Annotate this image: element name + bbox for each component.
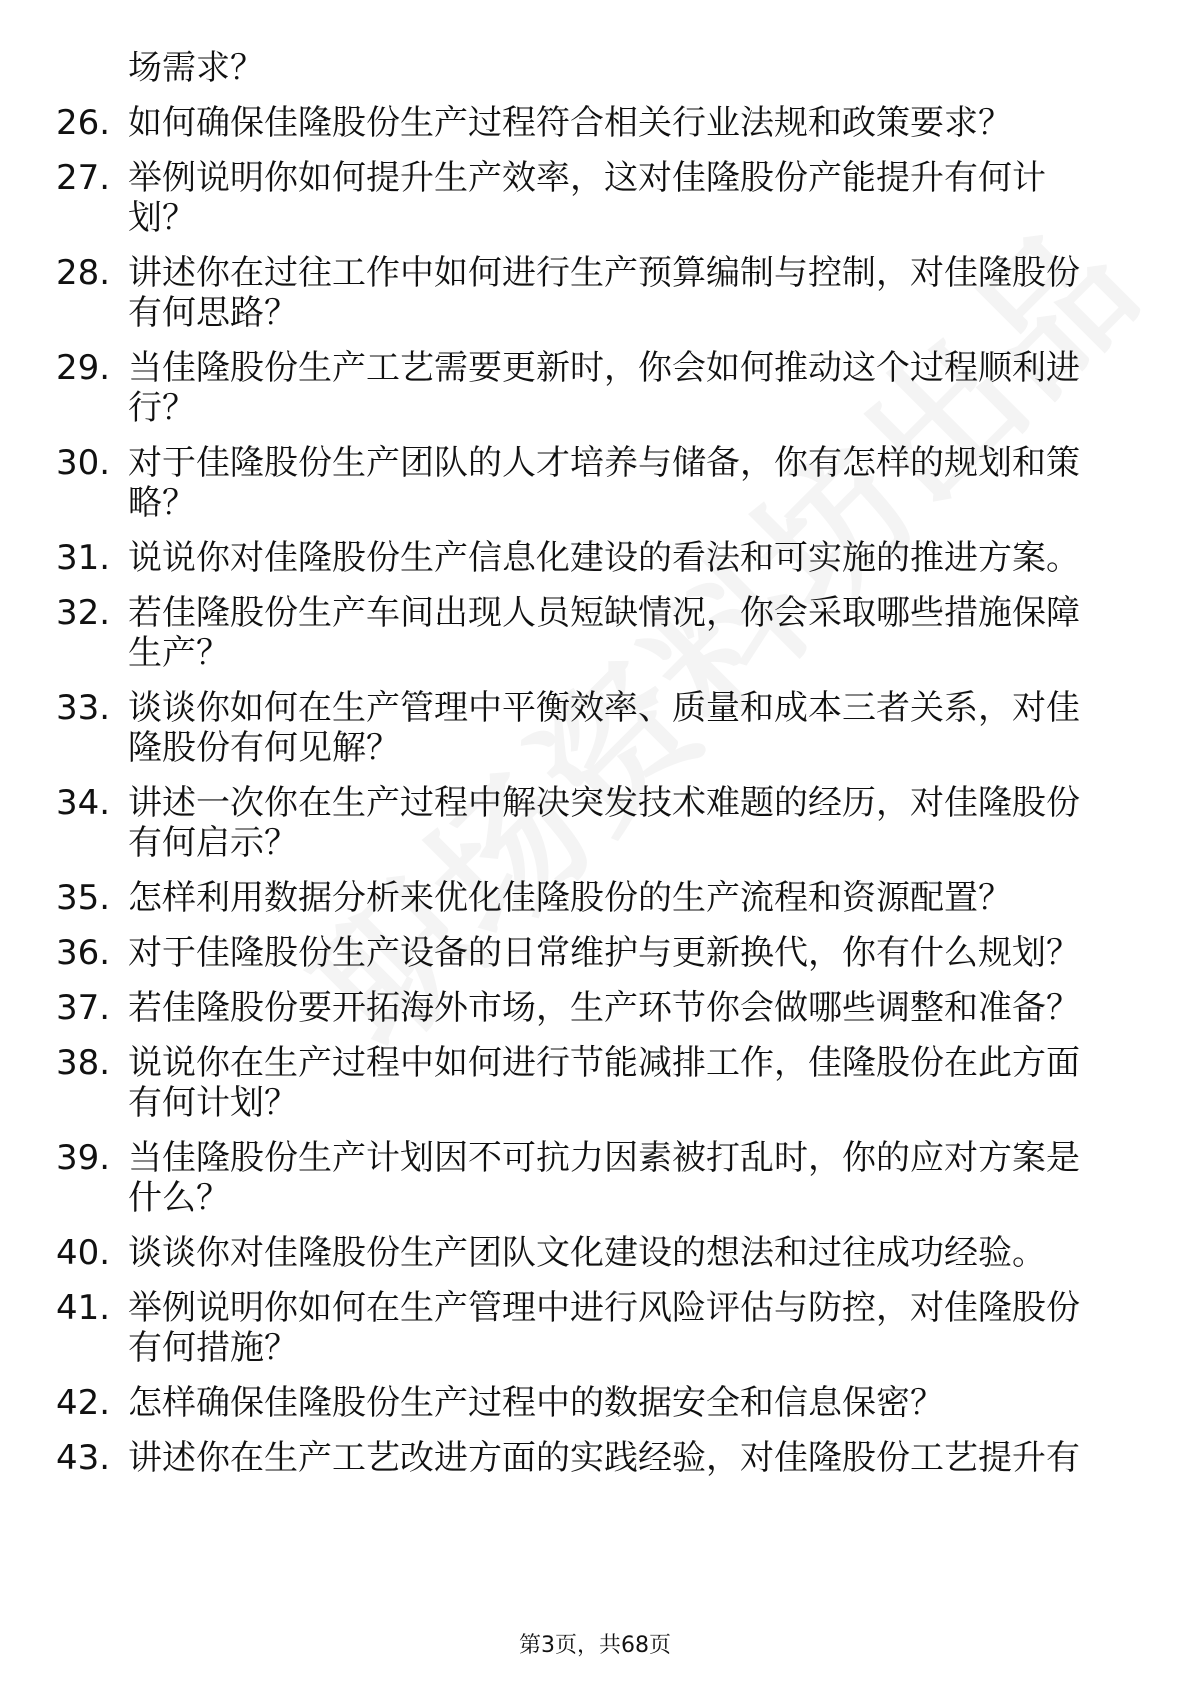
- page-footer: 第3页，共68页: [519, 1633, 671, 1658]
- item-number: 29.: [56, 348, 111, 388]
- item-text: 说说你对佳隆股份生产信息化建设的看法和可实施的推进方案。: [128, 538, 1080, 578]
- item-text: 谈谈你如何在生产管理中平衡效率、质量和成本三者关系，对佳: [128, 688, 1080, 728]
- item-text: 若佳隆股份要开拓海外市场，生产环节你会做哪些调整和准备？: [128, 988, 1080, 1028]
- item-text: 略？: [128, 483, 196, 523]
- item-text: 若佳隆股份生产车间出现人员短缺情况，你会采取哪些措施保障: [128, 593, 1080, 633]
- item-text: 有何措施？: [128, 1328, 298, 1368]
- item-text: 场需求？: [128, 48, 264, 88]
- item-text: 举例说明你如何提升生产效率，这对佳隆股份产能提升有何计: [128, 158, 1046, 198]
- item-text: 讲述你在生产工艺改进方面的实践经验，对佳隆股份工艺提升有: [128, 1438, 1080, 1478]
- item-number: 40.: [56, 1233, 111, 1273]
- item-number: 35.: [56, 878, 111, 918]
- item-text: 划？: [128, 198, 196, 238]
- item-text: 隆股份有何见解？: [128, 728, 400, 768]
- item-text: 对于佳隆股份生产团队的人才培养与储备，你有怎样的规划和策: [128, 443, 1080, 483]
- item-text: 行？: [128, 388, 196, 428]
- item-number: 26.: [56, 103, 111, 143]
- item-text: 有何计划？: [128, 1083, 298, 1123]
- item-text: 生产？: [128, 633, 230, 673]
- item-number: 42.: [56, 1383, 111, 1423]
- item-number: 41.: [56, 1288, 111, 1328]
- item-text: 说说你在生产过程中如何进行节能减排工作，佳隆股份在此方面: [128, 1043, 1080, 1083]
- item-text: 什么？: [128, 1178, 230, 1218]
- item-number: 27.: [56, 158, 111, 198]
- item-text: 对于佳隆股份生产设备的日常维护与更新换代，你有什么规划？: [128, 933, 1080, 973]
- item-text: 讲述你在过往工作中如何进行生产预算编制与控制，对佳隆股份: [128, 253, 1080, 293]
- item-text: 如何确保佳隆股份生产过程符合相关行业法规和政策要求？: [128, 103, 1012, 143]
- item-number: 36.: [56, 933, 111, 973]
- item-number: 38.: [56, 1043, 111, 1083]
- item-number: 37.: [56, 988, 111, 1028]
- item-text: 当佳隆股份生产工艺需要更新时，你会如何推动这个过程顺利进: [128, 348, 1080, 388]
- item-text: 谈谈你对佳隆股份生产团队文化建设的想法和过往成功经验。: [128, 1233, 1046, 1273]
- item-number: 34.: [56, 783, 111, 823]
- item-text: 讲述一次你在生产过程中解决突发技术难题的经历，对佳隆股份: [128, 783, 1080, 823]
- item-text: 举例说明你如何在生产管理中进行风险评估与防控，对佳隆股份: [128, 1288, 1080, 1328]
- item-text: 怎样确保佳隆股份生产过程中的数据安全和信息保密？: [128, 1383, 944, 1423]
- item-number: 28.: [56, 253, 111, 293]
- item-text: 有何思路？: [128, 293, 298, 333]
- item-number: 33.: [56, 688, 111, 728]
- item-text: 当佳隆股份生产计划因不可抗力因素被打乱时，你的应对方案是: [128, 1138, 1080, 1178]
- item-number: 31.: [56, 538, 111, 578]
- item-number: 39.: [56, 1138, 111, 1178]
- item-number: 43.: [56, 1438, 111, 1478]
- item-number: 32.: [56, 593, 111, 633]
- item-text: 有何启示？: [128, 823, 298, 863]
- item-text: 怎样利用数据分析来优化佳隆股份的生产流程和资源配置？: [128, 878, 1012, 918]
- item-number: 30.: [56, 443, 111, 483]
